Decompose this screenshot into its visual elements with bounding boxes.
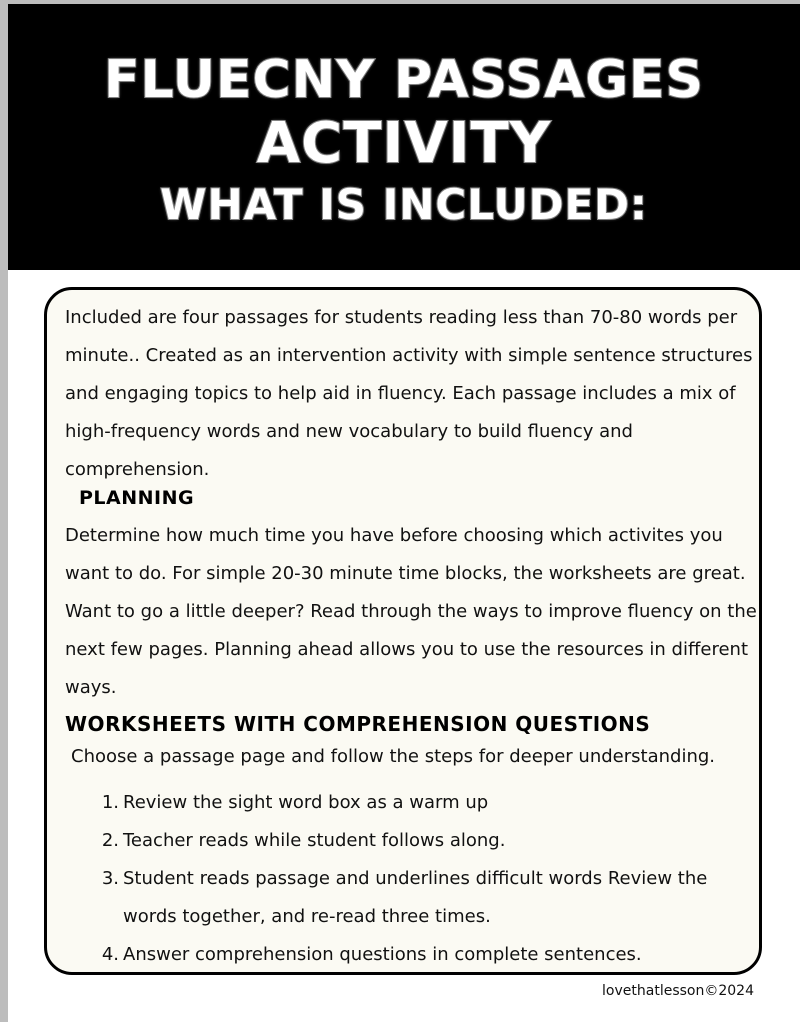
list-item xyxy=(99,784,739,822)
list-item xyxy=(99,822,739,860)
content-box xyxy=(44,287,762,975)
worksheets-intro: Choose a passage page and follow the steps for deeper understanding. xyxy=(71,746,716,767)
document-page xyxy=(8,4,800,1022)
list-item xyxy=(99,936,739,974)
step-number: 1. xyxy=(101,792,119,813)
step-text: Student reads passage and underlines difficult words Review the words together, and re-read three times. xyxy=(123,868,708,927)
step-number: 4. xyxy=(101,944,119,965)
copyright-credit: lovethatlesson©2024 xyxy=(602,983,754,999)
step-number: 2. xyxy=(101,830,119,851)
steps-list xyxy=(99,784,739,974)
planning-heading: PLANNING xyxy=(79,487,195,509)
list-item xyxy=(99,860,739,936)
step-number: 3. xyxy=(101,868,119,889)
worksheets-heading: WORKSHEETS WITH COMPREHENSION QUESTIONS xyxy=(65,712,651,736)
title-line-2: ACTIVITY xyxy=(256,111,552,176)
step-text: Review the sight word box as a warm up xyxy=(123,792,489,813)
title-line-1: FLUECNY PASSAGES xyxy=(103,50,705,110)
title-banner xyxy=(8,4,800,270)
intro-paragraph: Included are four passages for students reading less than 70-80 words per minute.. Created as an intervention activity with simple sentence structures and engaging topics to help aid in fluency. Each passage includes a mix of high-frequency words and new vocabulary to build fluency and comprehension. xyxy=(65,307,753,480)
title-line-3: WHAT IS INCLUDED: xyxy=(160,180,648,229)
step-text: Teacher reads while student follows along. xyxy=(123,830,506,851)
step-text: Answer comprehension questions in complete sentences. xyxy=(123,944,642,965)
planning-paragraph: Determine how much time you have before choosing which activites you want to do. For simple 20-30 minute time blocks, the worksheets are great. Want to go a little deeper? Read through the ways to improve fluency on the next few pages. Planning ahead allows you to use the resources in different ways. xyxy=(65,525,757,698)
